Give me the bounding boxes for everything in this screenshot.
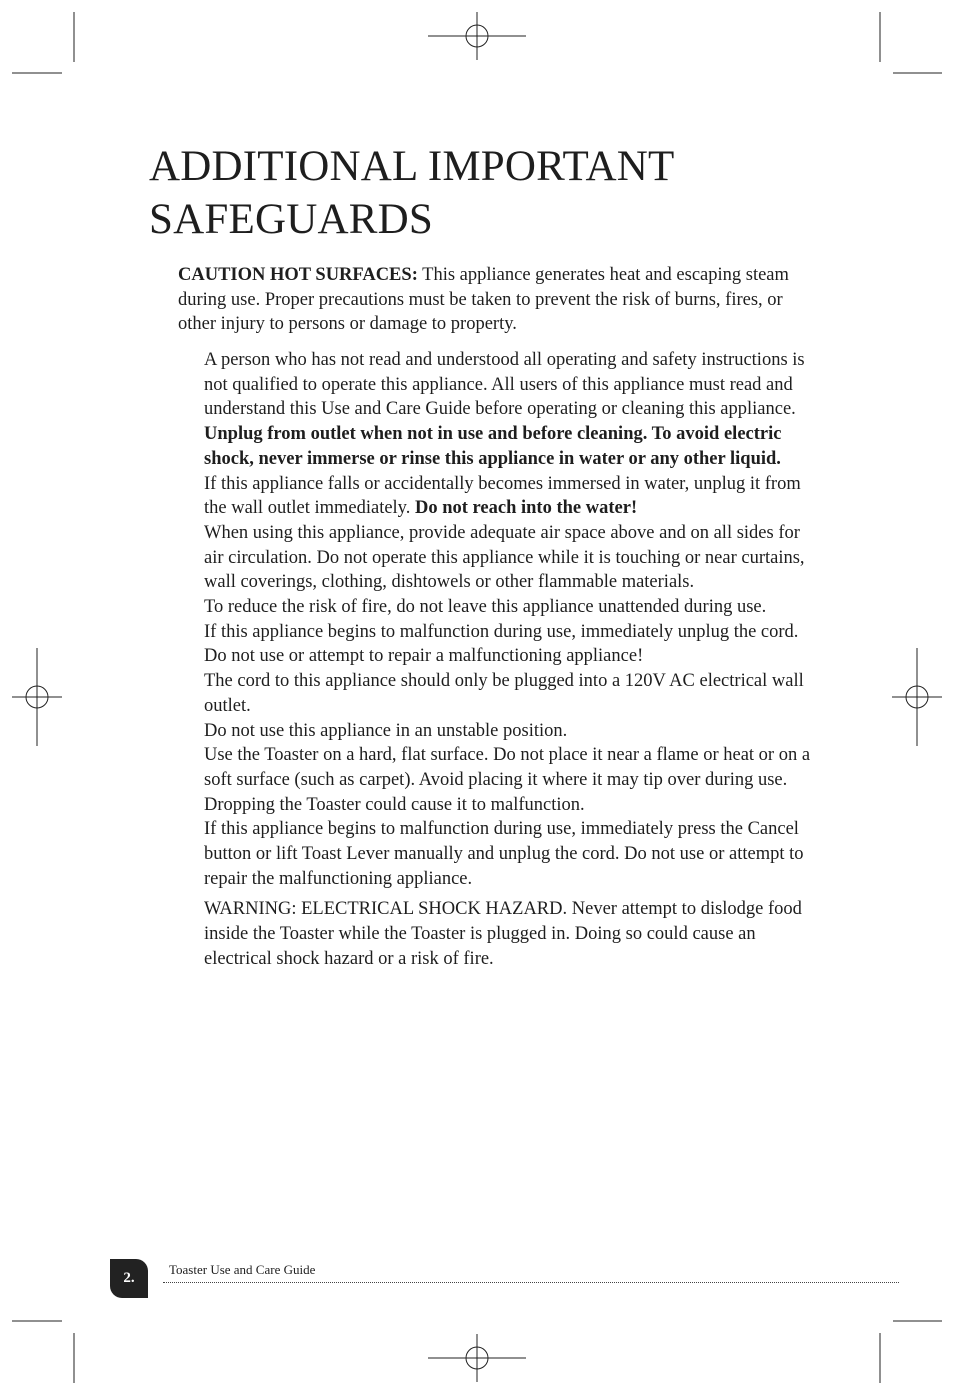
caution-text: This appliance generates heat and escaping steam during use. Proper precautions must be taken to prevent the risk of burns, fires, or other injury to persons or damage to property. [178,265,789,335]
safeguard-item: Use the Toaster on a hard, flat surface. Do not place it near a flame or heat or on a soft surface (such as carpet). Avoid placing it where it may tip over during use. Dropping the Toaster could cause it to malfunction. [204,745,811,815]
title-line-2: SAFEGUARDS [149,196,433,243]
safeguard-item: If this appliance begins to malfunction during use, immediately press the Cancel button or lift Toast Lever manually and unplug the cord. Do not use or attempt to repair the malfunctioning appliance. [204,819,804,889]
safeguard-item: A person who has not read and understood all operating and safety instructions is not qualified to operate this appliance. All users of this appliance must read and understand this Use and Care Guide before operating or cleaning this appliance. [204,350,805,420]
safeguards-list [204,348,814,972]
immersion-text: If this appliance falls or accidentally becomes immersed in water, unplug it from the wall outlet immediately. [204,473,801,519]
electrical-shock-warning: WARNING: ELECTRICAL SHOCK HAZARD. Never attempt to dislodge food inside the Toaster while the Toaster is plugged in. Doing so could cause an electrical shock hazard or a risk of fire. [204,899,802,969]
safeguard-item: If this appliance begins to malfunction during use, immediately unplug the cord. Do not use or attempt to repair a malfunctioning appliance! [204,621,799,667]
registration-mark-top [428,12,526,60]
page-number-badge: 2. [110,1259,148,1298]
unplug-warning: Unplug from outlet when not in use and before cleaning. To avoid electric shock, never immerse or rinse this appliance in water or any other liquid. [204,424,782,469]
page-title [149,140,849,246]
caution-intro [178,263,818,337]
title-line-1: ADDITIONAL IMPORTANT [149,143,675,190]
registration-mark-bottom [428,1334,526,1382]
footer-guide-title: Toaster Use and Care Guide [169,1262,316,1277]
caution-label: CAUTION HOT SURFACES: [178,265,418,285]
safeguard-item: To reduce the risk of fire, do not leave this appliance unattended during use. [204,597,767,618]
safeguard-item: The cord to this appliance should only be plugged into a 120V AC electrical wall outlet. [204,671,804,716]
footer-dotted-rule [163,1282,899,1283]
safeguard-item: When using this appliance, provide adequate air space above and on all sides for air circulation. Do not operate this appliance while it is touching or near curtains, wall coverings, clothing, dishtowels or other flammable materials. [204,522,805,593]
safeguard-item [204,472,814,521]
safeguard-item: Do not use this appliance in an unstable position. [204,720,568,741]
do-not-reach-warning: Do not reach into the water! [414,498,638,519]
registration-mark-right [892,648,942,746]
safeguard-item [204,422,814,471]
registration-mark-left [12,648,62,746]
